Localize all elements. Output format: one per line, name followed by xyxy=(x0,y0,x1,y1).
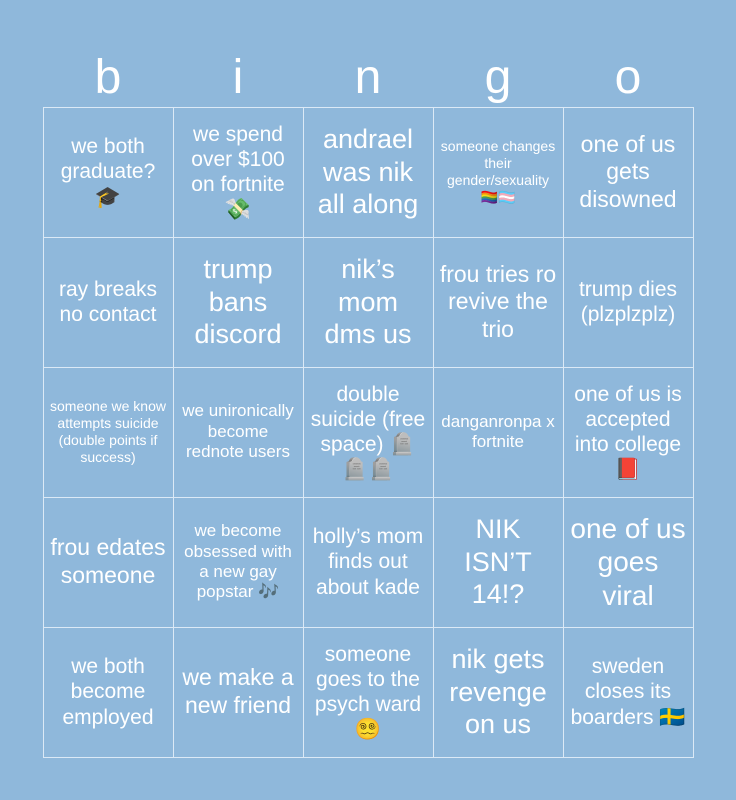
bingo-cell-text: nik gets revenge on us xyxy=(449,644,547,740)
bingo-cell[interactable] xyxy=(433,107,564,238)
bingo-cell[interactable] xyxy=(563,627,694,758)
bingo-cell[interactable] xyxy=(43,367,174,498)
bingo-cell[interactable] xyxy=(563,107,694,238)
bingo-cell-text: frou tries ro revive the trio xyxy=(439,260,557,342)
bingo-cell[interactable] xyxy=(43,107,174,238)
bingo-cell-text: we make a new friend xyxy=(182,664,294,718)
bingo-cell[interactable] xyxy=(433,237,564,368)
bingo-cell[interactable] xyxy=(563,367,694,498)
bingo-cell[interactable] xyxy=(563,237,694,368)
bingo-cell-text: one of us is accepted into college 📕 xyxy=(574,382,682,482)
bingo-cell[interactable] xyxy=(303,367,434,498)
bingo-cell-text: sweden closes its boarders 🇸🇪 xyxy=(570,655,686,729)
bingo-cell[interactable] xyxy=(563,497,694,628)
bingo-cell-text: ray breaks no contact xyxy=(58,277,158,326)
bingo-cell-text: trump bans discord xyxy=(194,254,282,350)
title-letter-n: n xyxy=(354,51,382,104)
bingo-cell-text: double suicide (free space) 🪦🪦🪦 xyxy=(310,382,426,482)
bingo-cell[interactable] xyxy=(173,237,304,368)
bingo-cell-text: nik’s mom dms us xyxy=(324,254,412,350)
bingo-cell-text: one of us gets disowned xyxy=(579,130,677,212)
bingo-cell-text: we spend over $100 on fortnite 💸 xyxy=(191,122,285,222)
title-letter-o: o xyxy=(614,51,642,104)
bingo-cell-text: we both graduate? 🎓 xyxy=(60,135,156,209)
bingo-title xyxy=(43,40,693,106)
bingo-cell-text: trump dies (plzplzplz) xyxy=(578,277,678,326)
bingo-cell[interactable] xyxy=(173,367,304,498)
bingo-cell-text: we become obsessed with a new gay popstar 🎶 xyxy=(184,521,292,602)
bingo-cell[interactable] xyxy=(303,627,434,758)
bingo-cell[interactable] xyxy=(43,237,174,368)
title-letter-i: i xyxy=(232,51,244,104)
bingo-cell[interactable] xyxy=(433,497,564,628)
bingo-cell[interactable] xyxy=(173,497,304,628)
bingo-cell[interactable] xyxy=(43,497,174,628)
bingo-cell[interactable] xyxy=(433,627,564,758)
bingo-cell-text: someone changes their gender/sexuality 🏳️‍🌈🏳️‍⚧️ xyxy=(440,138,556,205)
bingo-cell-text: holly’s mom finds out about kade xyxy=(312,525,424,599)
bingo-cell-text: we unironically become rednote users xyxy=(182,401,294,462)
title-letter-g: g xyxy=(484,51,512,104)
bingo-cell[interactable] xyxy=(303,497,434,628)
title-letter-b: b xyxy=(94,51,122,104)
bingo-cell-text: someone goes to the psych ward 😵‍💫 xyxy=(314,642,422,742)
bingo-cell[interactable] xyxy=(43,627,174,758)
bingo-cell-text: frou edates someone xyxy=(50,534,166,588)
bingo-cell[interactable] xyxy=(433,367,564,498)
bingo-cell-text: NIK ISN’T 14!? xyxy=(464,514,532,610)
bingo-board xyxy=(43,107,693,757)
bingo-cell[interactable] xyxy=(173,627,304,758)
bingo-cell-text: someone we know attempts suicide (double points if success) xyxy=(50,398,166,465)
bingo-cell-text: andrael was nik all along xyxy=(317,124,419,220)
bingo-cell[interactable] xyxy=(173,107,304,238)
bingo-cell-text: we both become employed xyxy=(62,655,154,729)
bingo-cell[interactable] xyxy=(303,107,434,238)
bingo-cell[interactable] xyxy=(303,237,434,368)
bingo-cell-text: danganronpa x fortnite xyxy=(441,411,555,451)
bingo-cell-text: one of us goes viral xyxy=(570,512,686,611)
